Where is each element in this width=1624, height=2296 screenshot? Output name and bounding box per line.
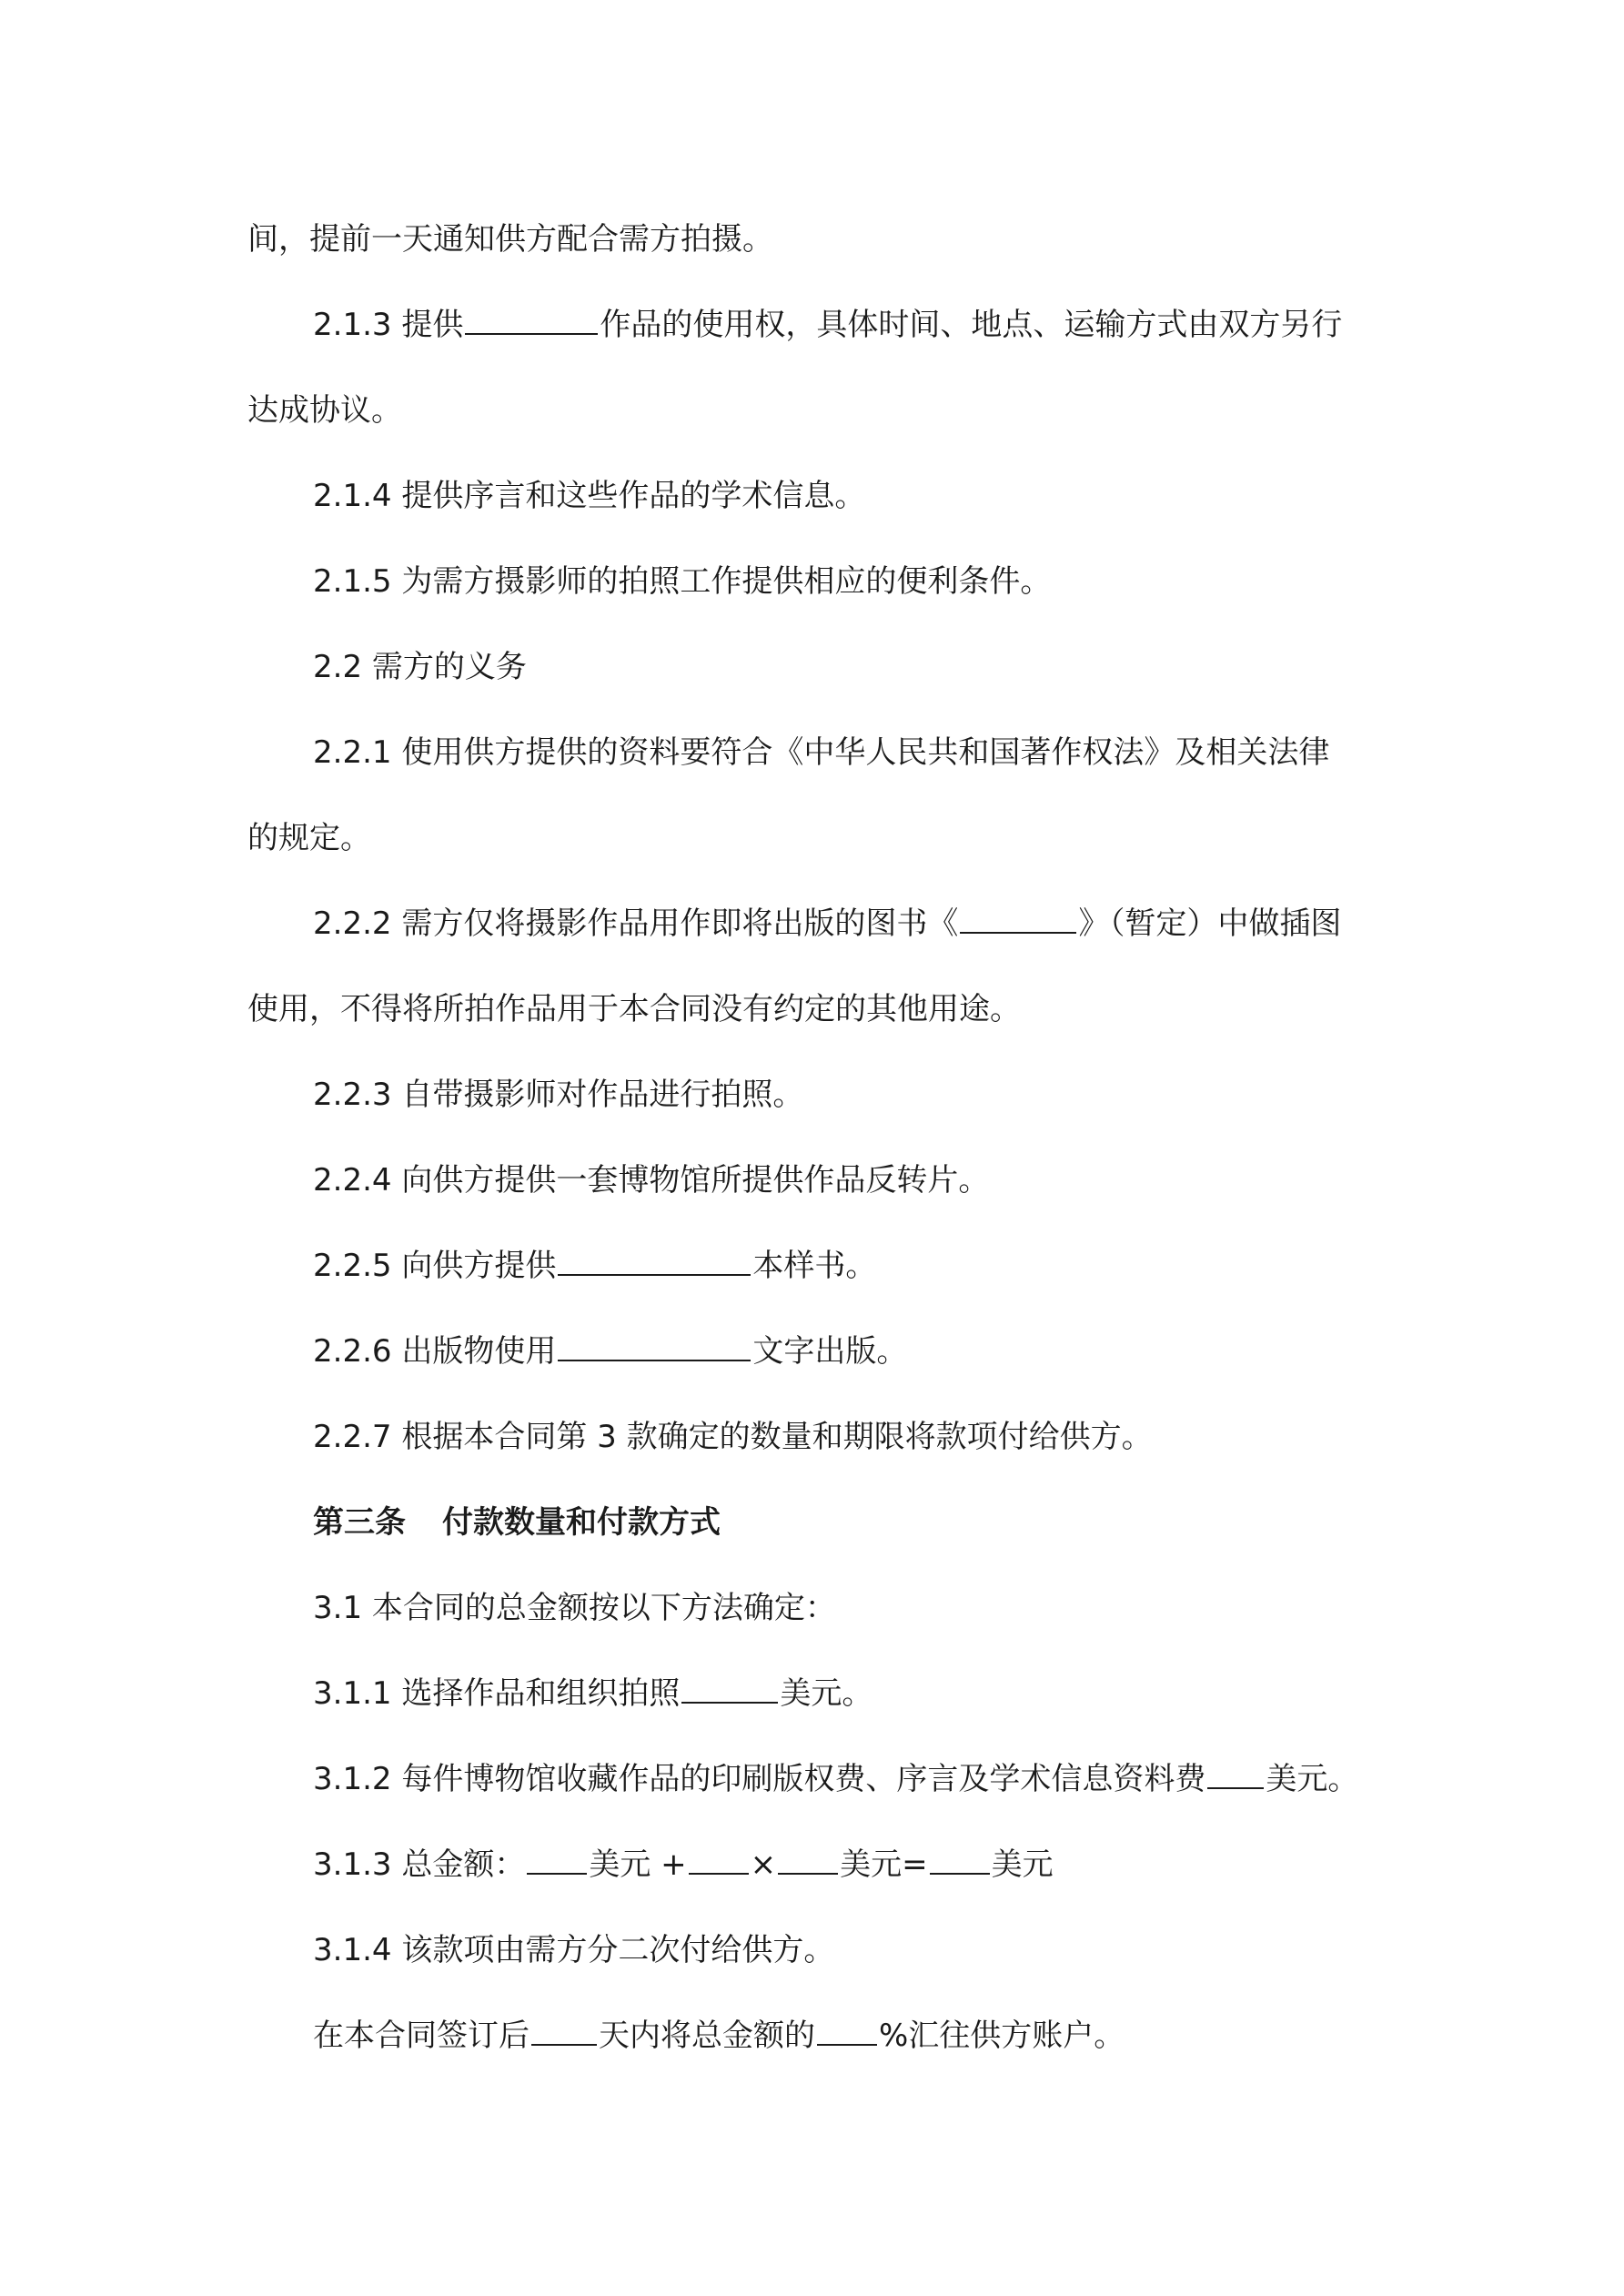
text-line: 间，提前一天通知供方配合需方拍摄。 bbox=[247, 221, 773, 258]
blank-field bbox=[778, 1836, 838, 1875]
clause-2-2-4: 2.2.4 向供方提供一套博物馆所提供作品反转片。 bbox=[313, 1162, 990, 1199]
clause-3-1-1: 3.1.1 选择作品和组织拍照 美元。 bbox=[247, 1662, 1394, 1747]
clause-2-2-3: 2.2.3 自带摄影师对作品进行拍照。 bbox=[313, 1077, 804, 1113]
text-line: 的规定。 bbox=[247, 820, 371, 856]
blank-field bbox=[531, 2008, 597, 2046]
contract-page bbox=[247, 207, 1394, 2089]
blank-field bbox=[930, 1836, 990, 1875]
clause-2-2-6: 2.2.6 出版物使用 文字出版。 bbox=[247, 1320, 1394, 1405]
clause-2-1-5: 2.1.5 为需方摄影师的拍照工作提供相应的便利条件。 bbox=[313, 563, 1052, 600]
blank-field bbox=[1207, 1751, 1264, 1789]
clause-2-2-1: 2.2.1 使用供方提供的资料要符合《中华人民共和国著作权法》及相关法律 bbox=[313, 734, 1330, 771]
article-3-heading: 第三条 付款数量和付款方式 bbox=[313, 1504, 721, 1541]
blank-field bbox=[558, 1238, 751, 1276]
clause-2-2-2: 2.2.2 需方仅将摄影作品用作即将出版的图书《 》（暂定）中做插图 bbox=[247, 892, 1394, 977]
blank-field bbox=[689, 1836, 749, 1875]
clause-3-1: 3.1 本合同的总金额按以下方法确定： bbox=[313, 1590, 836, 1626]
clause-3-1-4: 3.1.4 该款项由需方分二次付给供方。 bbox=[313, 1932, 835, 1968]
clause-2-2-7: 2.2.7 根据本合同第 3 款确定的数量和期限将款项付给供方。 bbox=[313, 1419, 1153, 1455]
clause-2-1-4: 2.1.4 提供序言和这些作品的学术信息。 bbox=[313, 478, 866, 514]
text-line: 使用，不得将所拍作品用于本合同没有约定的其他用途。 bbox=[247, 991, 1021, 1027]
payment-terms: 在本合同签订后 天内将总金额的 %汇往供方账户。 bbox=[247, 2004, 1394, 2089]
section-2-2: 2.2 需方的义务 bbox=[313, 649, 527, 685]
blank-field bbox=[817, 2008, 877, 2046]
blank-field bbox=[681, 1665, 778, 1704]
text-line: 达成协议。 bbox=[247, 392, 402, 429]
clause-3-1-3: 3.1.3 总金额： 美元 + × 美元= 美元 bbox=[247, 1833, 1394, 1918]
clause-3-1-2: 3.1.2 每件博物馆收藏作品的印刷版权费、序言及学术信息资料费 美元。 bbox=[247, 1747, 1394, 1833]
blank-field bbox=[960, 895, 1076, 934]
clause-2-1-3: 2.1.3 提供 作品的使用权，具体时间、地点、运输方式由双方另行 bbox=[247, 293, 1394, 379]
blank-field bbox=[527, 1836, 587, 1875]
clause-2-2-5: 2.2.5 向供方提供 本样书。 bbox=[247, 1234, 1394, 1320]
blank-field bbox=[465, 297, 598, 335]
blank-field bbox=[558, 1323, 751, 1361]
